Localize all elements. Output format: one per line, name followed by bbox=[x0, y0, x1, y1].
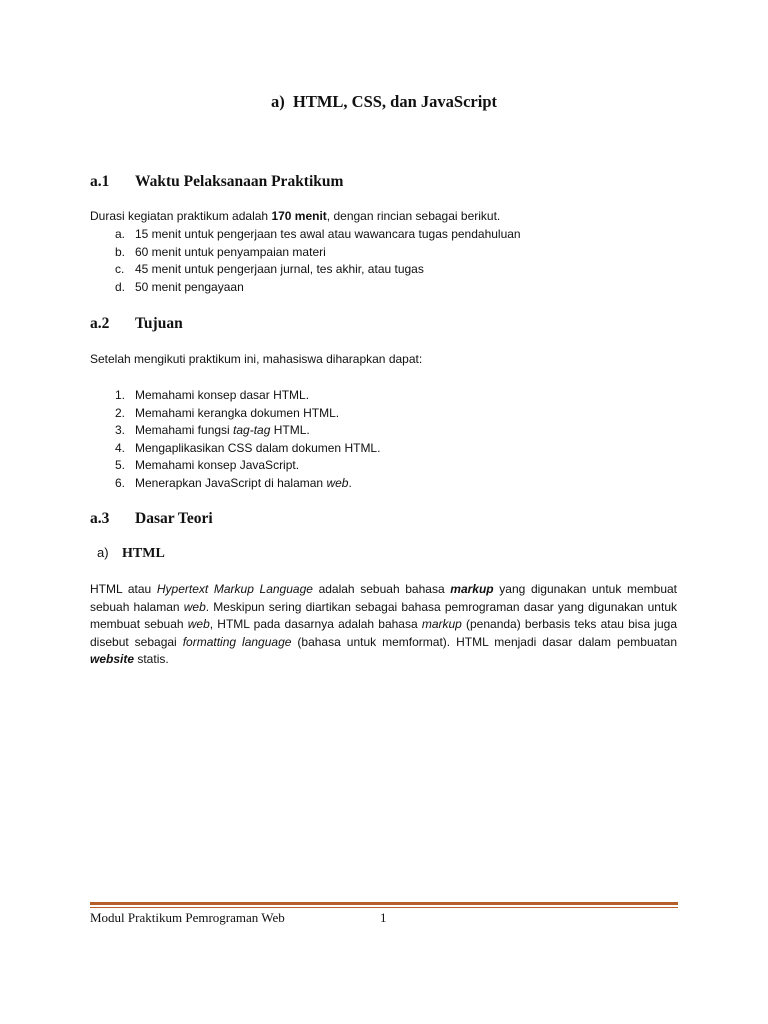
text-run-bold-italic: markup bbox=[450, 582, 494, 596]
list-item-text: Memahami fungsi bbox=[135, 423, 234, 438]
list-item-text: 45 menit untuk pengerjaan jurnal, tes akhir, atau tugas bbox=[135, 262, 424, 277]
list-item-text: 50 menit pengayaan bbox=[135, 279, 244, 294]
list-item-text: 60 menit untuk penyampaian materi bbox=[135, 244, 326, 259]
text-run-italic: markup bbox=[421, 617, 462, 631]
tujuan-intro: Setelah mengikuti praktikum ini, mahasiswa diharapkan dapat: bbox=[90, 352, 423, 366]
waktu-intro-text: Durasi kegiatan praktikum adalah bbox=[90, 209, 272, 223]
subheading-marker: a) bbox=[97, 545, 109, 560]
text-run: (penanda) berbasis teks atau bisa juga disebut sebagai bbox=[90, 617, 678, 649]
list-item bbox=[90, 405, 677, 423]
subheading-html bbox=[97, 545, 165, 562]
section-number: a.3 bbox=[90, 510, 110, 527]
section-heading-tujuan bbox=[90, 315, 183, 333]
text-run: statis. bbox=[134, 652, 169, 666]
list-item bbox=[90, 261, 677, 279]
tujuan-list bbox=[90, 387, 677, 493]
list-item bbox=[90, 475, 677, 493]
text-run: yang digunakan untuk membuat sebuah halaman bbox=[90, 582, 677, 614]
text-run-italic: web bbox=[183, 599, 206, 614]
footer-rule-thick bbox=[90, 902, 678, 905]
list-marker: 6. bbox=[115, 475, 126, 490]
waktu-intro bbox=[90, 208, 677, 226]
waktu-list bbox=[90, 226, 677, 296]
page-title-marker: a) bbox=[271, 92, 285, 111]
list-item-text: Memahami konsep JavaScript. bbox=[135, 458, 300, 473]
text-run: HTML atau bbox=[90, 582, 157, 596]
list-item bbox=[90, 244, 677, 262]
list-item-text-end: HTML. bbox=[270, 423, 310, 438]
section-heading-waktu bbox=[90, 173, 343, 191]
list-marker: 1. bbox=[115, 388, 126, 402]
text-run-bold-italic: website bbox=[90, 652, 135, 666]
waktu-intro-text-end: , dengan rincian sebagai berikut. bbox=[326, 209, 501, 223]
list-item bbox=[90, 279, 677, 297]
text-run-italic: Hypertext Markup Language bbox=[156, 582, 313, 596]
waktu-duration: 170 menit bbox=[271, 209, 327, 223]
list-marker: 4. bbox=[115, 440, 126, 455]
list-item bbox=[90, 387, 677, 405]
section-title: Tujuan bbox=[135, 315, 183, 332]
list-marker: 3. bbox=[115, 423, 126, 438]
list-marker: a. bbox=[115, 227, 126, 241]
list-marker: 2. bbox=[115, 405, 126, 420]
section-heading-dasar-teori bbox=[90, 510, 213, 528]
list-item-text: Memahami kerangka dokumen HTML. bbox=[135, 405, 340, 420]
section-title: Dasar Teori bbox=[135, 510, 213, 527]
list-marker: 5. bbox=[115, 458, 126, 473]
text-run-italic: web bbox=[187, 617, 210, 631]
section-number: a.1 bbox=[90, 173, 110, 190]
list-item-text: Mengaplikasikan CSS dalam dokumen HTML. bbox=[135, 440, 381, 455]
text-run-italic: formatting language bbox=[182, 634, 292, 649]
list-item-emphasis: tag-tag bbox=[233, 423, 271, 438]
subheading-title: HTML bbox=[122, 546, 165, 561]
text-run: , HTML pada dasarnya adalah bahasa bbox=[209, 617, 422, 631]
list-item-text: Menerapkan JavaScript di halaman bbox=[135, 475, 327, 490]
list-item-text-end: . bbox=[348, 475, 352, 490]
list-marker: c. bbox=[115, 262, 125, 277]
list-marker: d. bbox=[115, 279, 126, 294]
list-item bbox=[90, 457, 677, 475]
html-paragraph bbox=[90, 581, 677, 669]
page-title-text: HTML, CSS, dan JavaScript bbox=[293, 92, 497, 111]
page-title bbox=[0, 92, 768, 112]
list-item-emphasis: web bbox=[326, 475, 349, 490]
section-number: a.2 bbox=[90, 315, 110, 332]
footer-page-number: 1 bbox=[380, 910, 387, 925]
text-run: (bahasa untuk memformat). HTML menjadi dasar dalam pembuatan bbox=[291, 634, 678, 649]
footer-rule-thin bbox=[90, 907, 678, 908]
list-item bbox=[90, 422, 677, 440]
list-item-text: 15 menit untuk pengerjaan tes awal atau wawancara tugas pendahuluan bbox=[135, 227, 521, 241]
text-run: adalah sebuah bahasa bbox=[312, 582, 451, 596]
text-run: . Meskipun sering diartikan sebagai bahasa pemrograman dasar yang digunakan untuk membuat sebuah bbox=[90, 599, 677, 631]
list-marker: b. bbox=[115, 244, 126, 259]
list-item bbox=[90, 440, 677, 458]
footer-module-title: Modul Praktikum Pemrograman Web bbox=[90, 910, 285, 925]
section-title: Waktu Pelaksanaan Praktikum bbox=[135, 173, 344, 190]
list-item-text: Memahami konsep dasar HTML. bbox=[135, 388, 310, 402]
list-item bbox=[90, 226, 677, 244]
